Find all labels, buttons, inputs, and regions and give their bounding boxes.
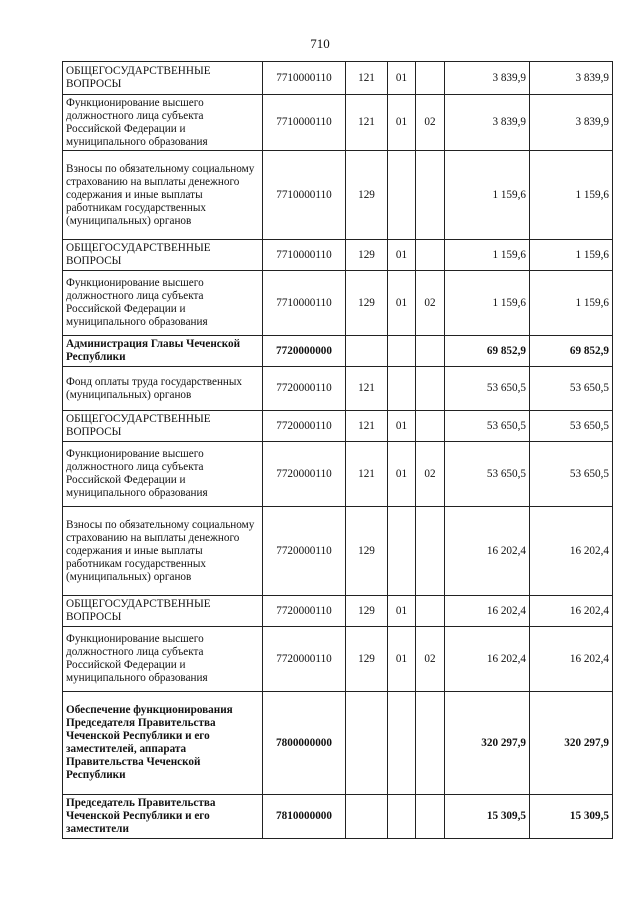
row-amount-2: 3 839,9 (530, 95, 613, 151)
row-amount-1: 1 159,6 (445, 271, 530, 336)
row-section: 01 (388, 627, 416, 692)
row-amount-2: 53 650,5 (530, 367, 613, 411)
row-amount-2: 15 309,5 (530, 795, 613, 839)
row-section: 01 (388, 596, 416, 627)
row-target-code: 7710000110 (263, 62, 346, 95)
row-expense-type (346, 795, 388, 839)
row-expense-type: 129 (346, 627, 388, 692)
table-row (63, 411, 613, 442)
row-section: 01 (388, 95, 416, 151)
row-amount-1: 15 309,5 (445, 795, 530, 839)
table-row (63, 507, 613, 596)
row-target-code: 7720000110 (263, 442, 346, 507)
table-row (63, 62, 613, 95)
budget-table (62, 61, 613, 839)
row-target-code: 7810000000 (263, 795, 346, 839)
row-subsection (416, 62, 445, 95)
table-row (63, 367, 613, 411)
row-amount-1: 53 650,5 (445, 442, 530, 507)
row-name: ОБЩЕГОСУДАРСТВЕННЫЕ ВОПРОСЫ (63, 240, 263, 271)
row-expense-type: 121 (346, 411, 388, 442)
row-section: 01 (388, 411, 416, 442)
table-row (63, 240, 613, 271)
row-section: 01 (388, 271, 416, 336)
table-row (63, 336, 613, 367)
row-name: Функционирование высшего должностного лица субъекта Российской Федерации и муниципального образования (63, 627, 263, 692)
table-row (63, 795, 613, 839)
row-target-code: 7720000110 (263, 507, 346, 596)
row-amount-1: 53 650,5 (445, 411, 530, 442)
row-expense-type: 121 (346, 95, 388, 151)
row-amount-2: 16 202,4 (530, 627, 613, 692)
row-expense-type: 121 (346, 442, 388, 507)
row-name: ОБЩЕГОСУДАРСТВЕННЫЕ ВОПРОСЫ (63, 62, 263, 95)
row-subsection (416, 507, 445, 596)
row-target-code: 7720000000 (263, 336, 346, 367)
table-row (63, 692, 613, 795)
table-row (63, 271, 613, 336)
row-subsection (416, 795, 445, 839)
row-name: ОБЩЕГОСУДАРСТВЕННЫЕ ВОПРОСЫ (63, 411, 263, 442)
row-amount-2: 320 297,9 (530, 692, 613, 795)
row-name: ОБЩЕГОСУДАРСТВЕННЫЕ ВОПРОСЫ (63, 596, 263, 627)
row-name: Фонд оплаты труда государственных (муниципальных) органов (63, 367, 263, 411)
table-row (63, 151, 613, 240)
row-amount-2: 53 650,5 (530, 411, 613, 442)
row-subsection (416, 240, 445, 271)
row-expense-type: 121 (346, 367, 388, 411)
row-amount-2: 1 159,6 (530, 271, 613, 336)
row-amount-1: 3 839,9 (445, 62, 530, 95)
row-amount-1: 16 202,4 (445, 507, 530, 596)
row-name: Председатель Правительства Чеченской Республики и его заместители (63, 795, 263, 839)
table-row (63, 442, 613, 507)
row-section: 01 (388, 240, 416, 271)
row-section (388, 795, 416, 839)
row-amount-2: 3 839,9 (530, 62, 613, 95)
row-target-code: 7720000110 (263, 596, 346, 627)
row-name: Администрация Главы Чеченской Республики (63, 336, 263, 367)
row-subsection (416, 411, 445, 442)
row-name: Взносы по обязательному социальному страхованию на выплаты денежного содержания и иные выплаты работникам государственных (муниципальных) органов (63, 507, 263, 596)
row-amount-1: 69 852,9 (445, 336, 530, 367)
row-amount-1: 320 297,9 (445, 692, 530, 795)
row-amount-1: 53 650,5 (445, 367, 530, 411)
row-amount-1: 16 202,4 (445, 627, 530, 692)
row-subsection: 02 (416, 271, 445, 336)
row-amount-2: 69 852,9 (530, 336, 613, 367)
row-subsection: 02 (416, 442, 445, 507)
table-body (63, 62, 613, 839)
row-subsection (416, 151, 445, 240)
row-target-code: 7720000110 (263, 411, 346, 442)
row-expense-type: 129 (346, 240, 388, 271)
row-section (388, 507, 416, 596)
table-row (63, 95, 613, 151)
table-row (63, 596, 613, 627)
row-target-code: 7710000110 (263, 151, 346, 240)
row-expense-type: 129 (346, 151, 388, 240)
row-section (388, 336, 416, 367)
row-section (388, 367, 416, 411)
row-target-code: 7710000110 (263, 271, 346, 336)
row-name: Функционирование высшего должностного лица субъекта Российской Федерации и муниципального образования (63, 95, 263, 151)
row-amount-2: 1 159,6 (530, 151, 613, 240)
row-target-code: 7720000110 (263, 367, 346, 411)
row-name: Обеспечение функционирования Председателя Правительства Чеченской Республики и его заместителей, аппарата Правительства Чеченской Республики (63, 692, 263, 795)
row-expense-type (346, 336, 388, 367)
row-subsection (416, 596, 445, 627)
row-subsection: 02 (416, 627, 445, 692)
row-amount-1: 1 159,6 (445, 240, 530, 271)
row-name: Функционирование высшего должностного лица субъекта Российской Федерации и муниципального образования (63, 271, 263, 336)
row-name: Взносы по обязательному социальному страхованию на выплаты денежного содержания и иные выплаты работникам государственных (муниципальных) органов (63, 151, 263, 240)
table-row (63, 627, 613, 692)
page-number: 710 (310, 36, 330, 51)
row-subsection (416, 367, 445, 411)
row-target-code: 7710000110 (263, 95, 346, 151)
row-amount-2: 1 159,6 (530, 240, 613, 271)
row-section: 01 (388, 62, 416, 95)
row-subsection (416, 692, 445, 795)
row-target-code: 7720000110 (263, 627, 346, 692)
row-amount-1: 16 202,4 (445, 596, 530, 627)
row-expense-type: 129 (346, 507, 388, 596)
row-amount-2: 53 650,5 (530, 442, 613, 507)
row-subsection (416, 336, 445, 367)
row-section (388, 692, 416, 795)
row-expense-type (346, 692, 388, 795)
row-section: 01 (388, 442, 416, 507)
row-expense-type: 121 (346, 62, 388, 95)
row-expense-type: 129 (346, 271, 388, 336)
row-amount-2: 16 202,4 (530, 596, 613, 627)
row-name: Функционирование высшего должностного лица субъекта Российской Федерации и муниципального образования (63, 442, 263, 507)
row-amount-2: 16 202,4 (530, 507, 613, 596)
row-section (388, 151, 416, 240)
row-expense-type: 129 (346, 596, 388, 627)
row-amount-1: 3 839,9 (445, 95, 530, 151)
row-target-code: 7710000110 (263, 240, 346, 271)
row-subsection: 02 (416, 95, 445, 151)
row-amount-1: 1 159,6 (445, 151, 530, 240)
row-target-code: 7800000000 (263, 692, 346, 795)
